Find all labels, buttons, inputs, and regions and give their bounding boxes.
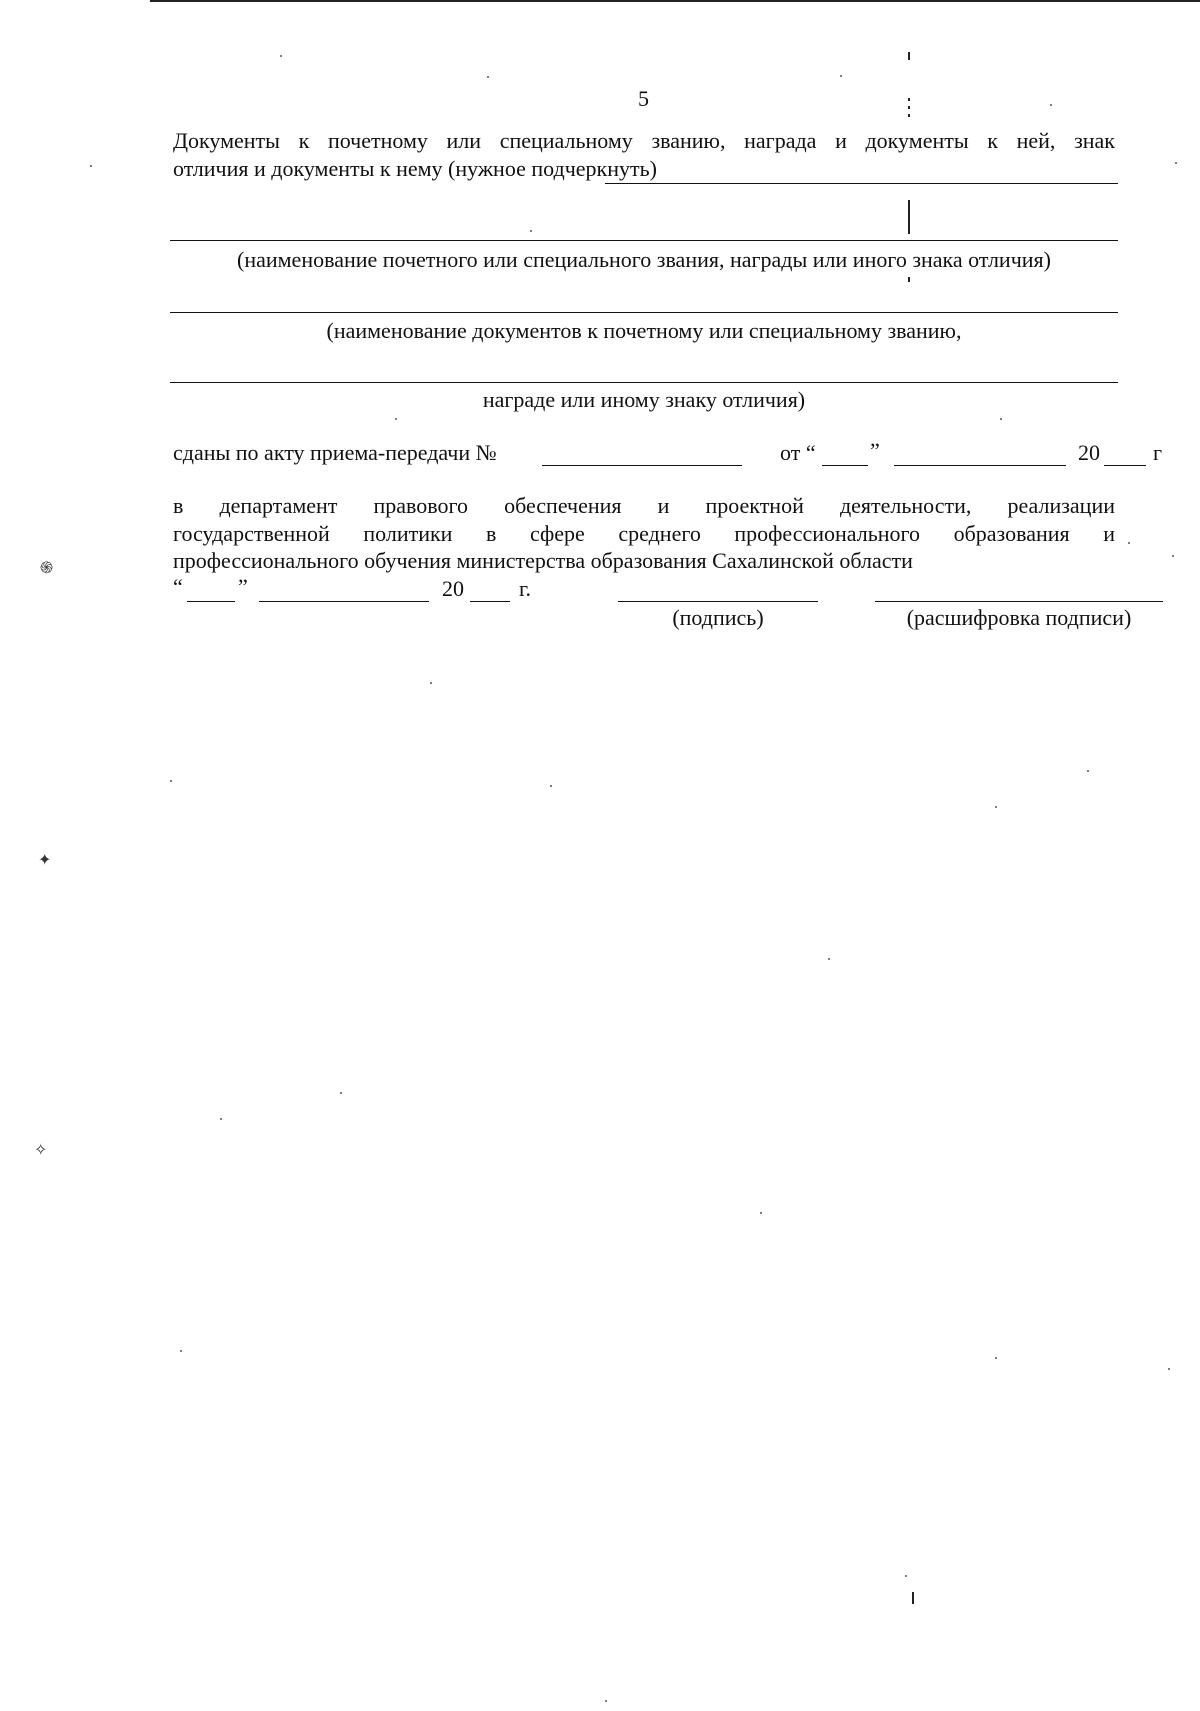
act-day-field (822, 465, 868, 466)
scan-speck (220, 1118, 222, 1120)
handover-prefix: сданы по акту приема-передачи № (173, 440, 497, 465)
date-day-field (187, 601, 235, 602)
signature-decode-caption: (расшифровка подписи) (906, 605, 1132, 630)
scan-speck (170, 780, 172, 782)
documents-field-line-2 (170, 382, 1118, 383)
scan-top-edge (150, 0, 1200, 2)
date-year-prefix: 20 (442, 576, 464, 601)
scan-speck (487, 76, 489, 78)
handover-year-suffix: г (1153, 440, 1163, 465)
award-name-field-line (170, 240, 1118, 241)
date-month-field (259, 601, 429, 602)
documents-field-line (170, 312, 1118, 313)
scan-speck (995, 1357, 997, 1359)
date-year-suffix: г. (519, 576, 532, 601)
scan-speck (605, 1700, 607, 1702)
signature-caption: (подпись) (672, 605, 764, 630)
scan-artifact-blob: ✧ (34, 1140, 48, 1159)
scan-speck (1000, 418, 1002, 420)
intro-fill-line (605, 183, 1118, 184)
act-year-field (1104, 465, 1146, 466)
scan-speck (180, 1350, 182, 1352)
scan-artifact-blob: ✦ (38, 850, 52, 869)
scan-artifact-mark (908, 52, 910, 60)
handover-close-quote: ” (870, 438, 880, 463)
scan-speck (828, 958, 830, 960)
act-month-field (894, 465, 1066, 466)
scan-speck (395, 418, 397, 420)
scan-artifact-mark (908, 114, 910, 117)
scan-speck (1050, 104, 1052, 106)
scan-speck (280, 55, 282, 57)
documents-caption-line-2: награде или иному знаку отличия) (482, 387, 806, 412)
scan-speck (1175, 162, 1177, 164)
intro-line-2: отличия и документы к нему (нужное подчеркнуть) (173, 156, 657, 181)
scan-speck (995, 806, 997, 808)
scan-artifact-mark (908, 98, 910, 101)
date-year-field (470, 601, 510, 602)
scan-artifact-mark (908, 106, 910, 109)
department-line-1: в департамент правового обеспечения и проектной деятельности, реализации (173, 493, 1115, 518)
scan-speck (1128, 542, 1130, 544)
scan-speck (550, 785, 552, 787)
handover-from: от “ (780, 440, 816, 465)
scan-speck (530, 230, 532, 232)
signature-field (618, 601, 818, 602)
scan-speck (760, 1212, 762, 1214)
scan-artifact-mark (912, 1592, 914, 1604)
scan-speck (1168, 1368, 1170, 1370)
department-line-3: профессионального обучения министерства образования Сахалинской области (173, 548, 913, 573)
scan-speck (1087, 770, 1089, 772)
award-name-caption: (наименование почетного или специального звания, награды или иного знака отличия) (237, 247, 1051, 272)
scan-artifact-mark (908, 200, 910, 234)
scan-speck (340, 1092, 342, 1094)
scan-speck (840, 75, 842, 77)
signature-decode-field (875, 601, 1163, 602)
scan-artifact-blob: ֍ (40, 558, 54, 577)
date-close-quote: ” (238, 574, 248, 599)
department-line-2: государственной политики в сфере среднего профессионального образования и (173, 521, 1115, 546)
scan-speck (905, 1575, 907, 1577)
page-number: 5 (638, 86, 649, 111)
intro-line-1: Документы к почетному или специальному званию, награда и документы к ней, знак (173, 128, 1115, 153)
scan-speck (1172, 555, 1174, 557)
scan-speck (90, 165, 92, 167)
handover-year-prefix: 20 (1078, 440, 1100, 465)
documents-caption-line-1: (наименование документов к почетному или специальному званию, (326, 318, 962, 343)
scan-artifact-mark (908, 277, 910, 282)
date-open-quote: “ (173, 574, 183, 599)
scan-speck (430, 682, 432, 684)
act-number-field (542, 465, 742, 466)
